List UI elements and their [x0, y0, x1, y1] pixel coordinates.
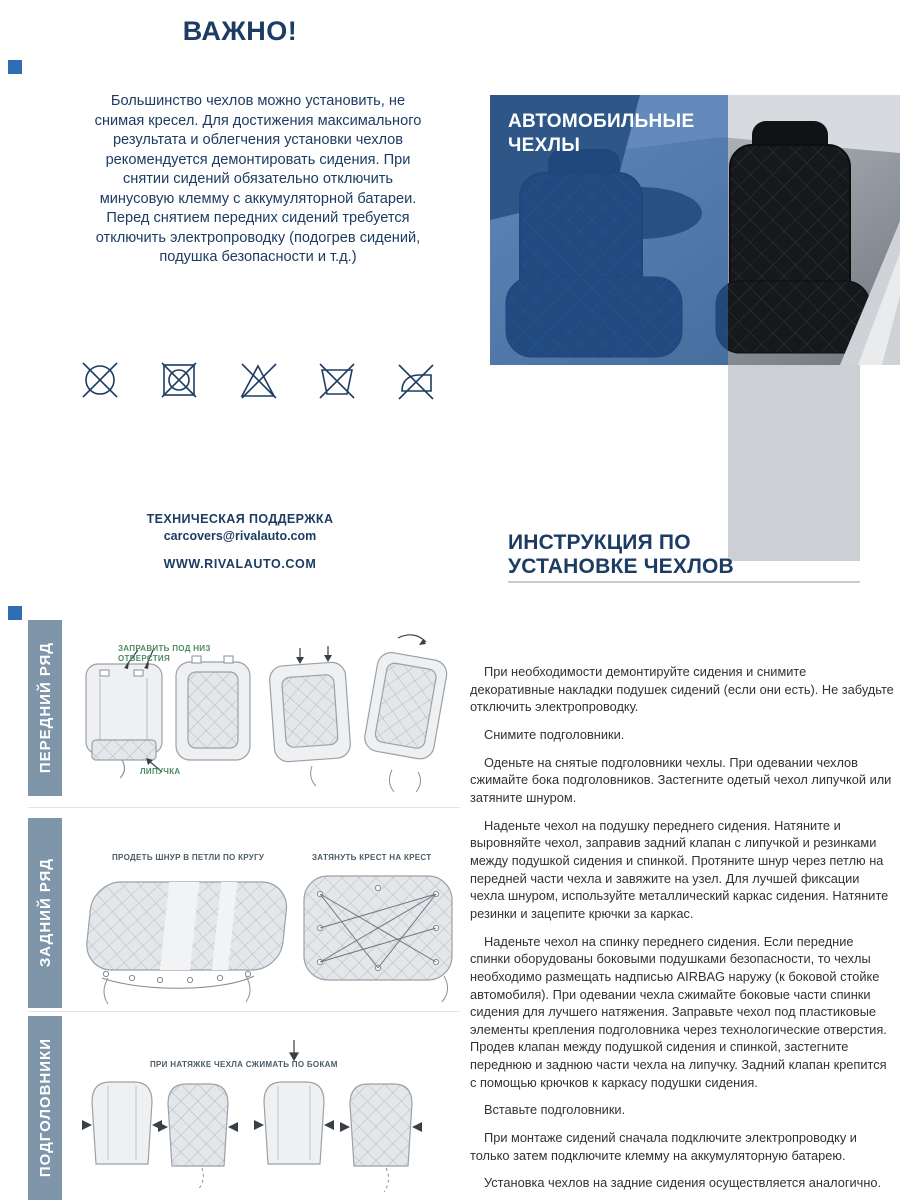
section-separator: [28, 807, 460, 808]
do-not-bleach-icon: [234, 356, 282, 404]
section-front-row: [28, 620, 460, 796]
section-label-text: ПОДГОЛОВНИКИ: [36, 1038, 54, 1178]
section-label-text: ПЕРЕДНИЙ РЯД: [36, 642, 54, 774]
do-not-iron-icon: [392, 356, 440, 404]
rear-row-diagram: [62, 818, 460, 1008]
do-not-dry-clean-icon: [76, 356, 124, 404]
instruction-paragraph: Установка чехлов на задние сидения осуществляется аналогично.: [484, 1175, 882, 1191]
section-headrests: [28, 1016, 460, 1200]
website-url: WWW.RIVALAUTO.COM: [163, 557, 317, 571]
instruction-heading: ИНСТРУКЦИЯ ПО УСТАНОВКЕ ЧЕХЛОВ: [508, 531, 734, 579]
caption-tighten-cross: ЗАТЯНУТЬ КРЕСТ НА КРЕСТ: [312, 853, 432, 862]
support-block: [60, 512, 420, 543]
section-label-headrests: [28, 1016, 62, 1200]
section-rear-row: [28, 818, 460, 1008]
instruction-text-column: [470, 663, 894, 1192]
caption-velcro: ЛИПУЧКА: [140, 767, 181, 776]
caption-squeeze-sides: ПРИ НАТЯЖКЕ ЧЕХЛА СЖИМАТЬ ПО БОКАМ: [150, 1060, 338, 1069]
headrests-diagram: [62, 1016, 460, 1200]
support-email: carcovers@rivalauto.com: [163, 529, 317, 543]
instruction-paragraph: При необходимости демонтируйте сидения и снимите декоративные накладки подушек сидений (если они есть). Не забудьте отключить электропроводку.: [470, 664, 894, 715]
section-label-text: ЗАДНИЙ РЯД: [36, 858, 54, 968]
care-symbols-row: [76, 356, 440, 404]
caption-tuck-under: ЗАПРАВИТЬ ПОД НИЗ ОТВЕРСТИЯ: [118, 644, 211, 663]
page-title: ВАЖНО!: [182, 16, 298, 46]
instruction-paragraph: При монтаже сидений сначала подключите электропроводку и только затем подключите клемму на аккумуляторную батарею.: [470, 1130, 857, 1163]
instruction-paragraph: Наденьте чехол на подушку переднего сидения. Натяните и выровняйте чехол, заправив задний клапан с липучкой и резинками между подушкой сидения и спинкой. Протяните шнур через петлю на передней части чехла и завяжите на узел. Для лучшей фиксации чехла шнуром, используйте металлический каркас сидения. Натяните резинки и зацепите крючки за каркас.: [470, 817, 889, 921]
do-not-wash-icon: [313, 356, 361, 404]
intro-paragraph: Большинство чехлов можно установить, не снимая кресел. Для достижения максимального результата и облегчения установки чехлов рекомендуется демонтировать сидения. При снятии сидений обязательно отключить минусовую клемму с аккумуляторной батареи. Перед снятием передних сидений требуется отключить электропроводку (подогрев сидений, подушка безопасности и т.д.): [94, 93, 422, 266]
caption-thread-cord: ПРОДЕТЬ ШНУР В ПЕТЛИ ПО КРУГУ: [112, 853, 265, 862]
instruction-paragraph: Вставьте подголовники.: [484, 1102, 626, 1118]
instruction-paragraph: Наденьте чехол на спинку переднего сидения. Если передние спинки оборудованы боковыми подушками безопасности, то чехлы необходимо размещать надписью AIRBAG наружу (к боковой стойке автомобиля). При одевании чехла сжимайте боковые части спинки сидения для лучшего натяжения. Заправьте чехол под пластиковые элементы крепления подголовника через технологические отверстия. Продев клапан между подушкой сидения и спинкой, застегните переднюю и заднюю части чехла на липучку. Задний клапан крепится с помощью крючков к каркасу подушки сидения.: [470, 933, 887, 1090]
section-label-front-row: [28, 620, 62, 796]
photo-caption-title: АВТОМОБИЛЬНЫЕ ЧЕХЛЫ: [508, 111, 695, 157]
section-separator: [28, 1011, 460, 1012]
corner-marker-top: [8, 60, 22, 74]
do-not-tumble-dry-icon: [155, 356, 203, 404]
corner-marker-middle: [8, 606, 22, 620]
section-label-rear-row: [28, 818, 62, 1008]
heading-rule: [508, 581, 860, 583]
instruction-paragraph: Оденьте на снятые подголовники чехлы. При одевании чехлов сжимайте бока подголовников. Застегните одетый чехол липучкой или затяните шнуром.: [470, 754, 892, 805]
support-heading: ТЕХНИЧЕСКАЯ ПОДДЕРЖКА: [146, 512, 334, 526]
instruction-paragraph: Снимите подголовники.: [484, 726, 625, 742]
